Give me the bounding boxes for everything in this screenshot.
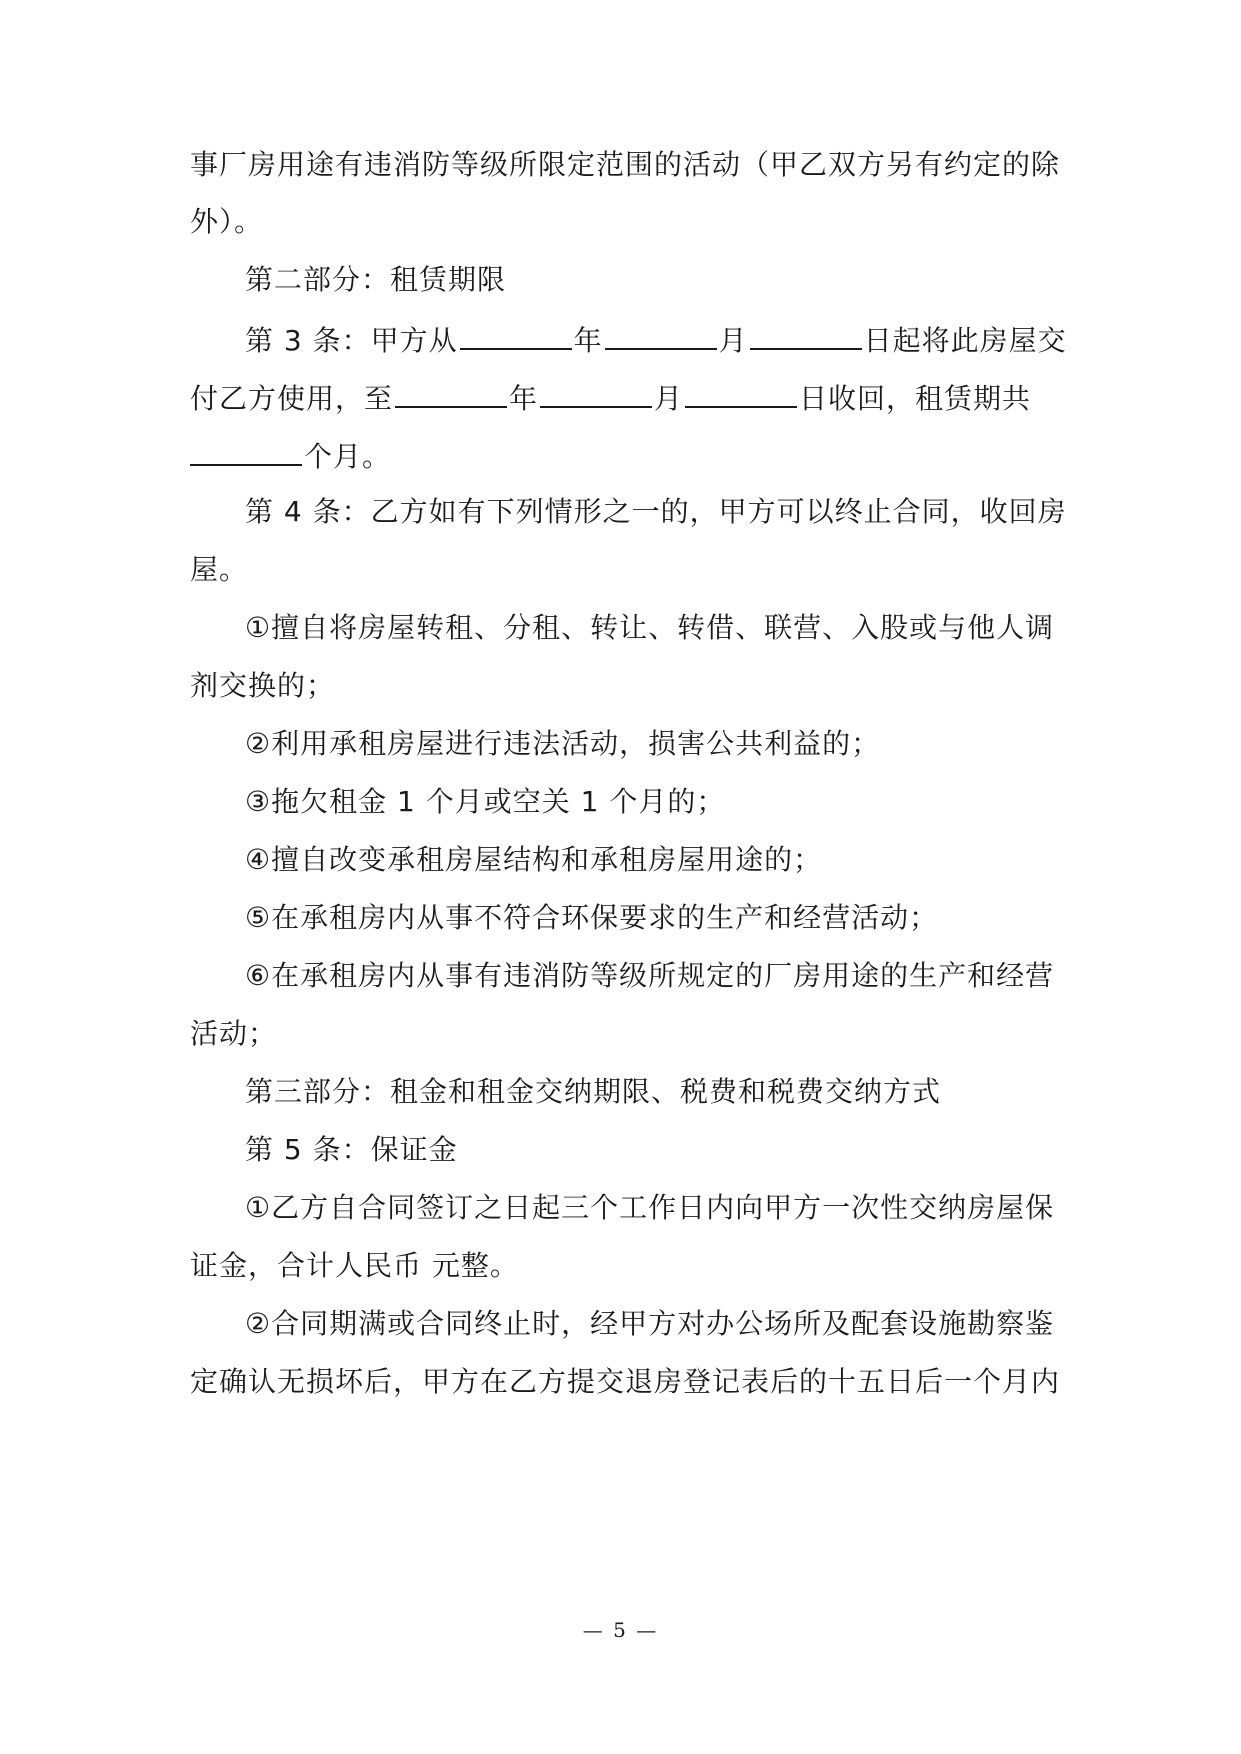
list-item: ③拖欠租金 1 个月或空关 1 个月的； (245, 785, 726, 818)
fill-in-blank[interactable] (190, 434, 302, 466)
article-3-line-1 (245, 318, 1067, 358)
paragraph-line: 屋。 (190, 553, 249, 586)
text-segment: 日起将此房屋交 (863, 324, 1067, 357)
paragraph-line: 外）。 (190, 205, 264, 238)
fill-in-blank[interactable] (605, 318, 717, 350)
text-segment: 月 (654, 382, 684, 415)
text-segment: 个月。 (304, 440, 392, 473)
paragraph-line: 第 4 条：乙方如有下列情形之一的，甲方可以终止合同，收回房 (245, 495, 1067, 528)
text-segment: 月 (718, 324, 748, 357)
list-item: ⑤在承租房内从事不符合环保要求的生产和经营活动； (245, 901, 939, 934)
list-item: ②合同期满或合同终止时，经甲方对办公场所及配套设施勘察鉴 (245, 1307, 1055, 1340)
paragraph-line: 证金，合计人民币 元整。 (190, 1249, 519, 1282)
list-item: ①乙方自合同签订之日起三个工作日内向甲方一次性交纳房屋保 (245, 1191, 1055, 1224)
fill-in-blank[interactable] (460, 318, 572, 350)
text-segment: 第 3 条：甲方从 (245, 324, 458, 357)
fill-in-blank[interactable] (685, 376, 797, 408)
list-item: ②利用承租房屋进行违法活动，损害公共利益的； (245, 727, 881, 760)
section-heading: 第三部分：租金和租金交纳期限、税费和税费交纳方式 (245, 1075, 942, 1108)
list-item: ⑥在承租房内从事有违消防等级所规定的厂房用途的生产和经营 (245, 959, 1055, 992)
page-number: — 5 — (582, 1618, 659, 1642)
text-segment: 年 (573, 324, 603, 357)
paragraph-line: 事厂房用途有违消防等级所限定范围的活动（甲乙双方另有约定的除 (190, 148, 1061, 181)
paragraph-line: 定确认无损坏后，甲方在乙方提交退房登记表后的十五日后一个月内 (190, 1365, 1061, 1398)
text-segment: 付乙方使用，至 (190, 382, 394, 415)
article-3-line-3 (190, 434, 391, 474)
paragraph-line: 剂交换的； (190, 669, 336, 702)
section-heading: 第二部分：租赁期限 (245, 263, 507, 296)
paragraph-line: 活动； (190, 1017, 278, 1050)
list-item: ④擅自改变承租房屋结构和承租房屋用途的； (245, 843, 823, 876)
list-item: ①擅自将房屋转租、分租、转让、转借、联营、入股或与他人调 (245, 611, 1055, 644)
article-3-line-2 (190, 376, 1031, 416)
text-segment: 年 (509, 382, 539, 415)
fill-in-blank[interactable] (750, 318, 862, 350)
fill-in-blank[interactable] (540, 376, 652, 408)
text-segment: 日收回，租赁期共 (799, 382, 1032, 415)
fill-in-blank[interactable] (395, 376, 507, 408)
article-heading: 第 5 条：保证金 (245, 1133, 458, 1166)
